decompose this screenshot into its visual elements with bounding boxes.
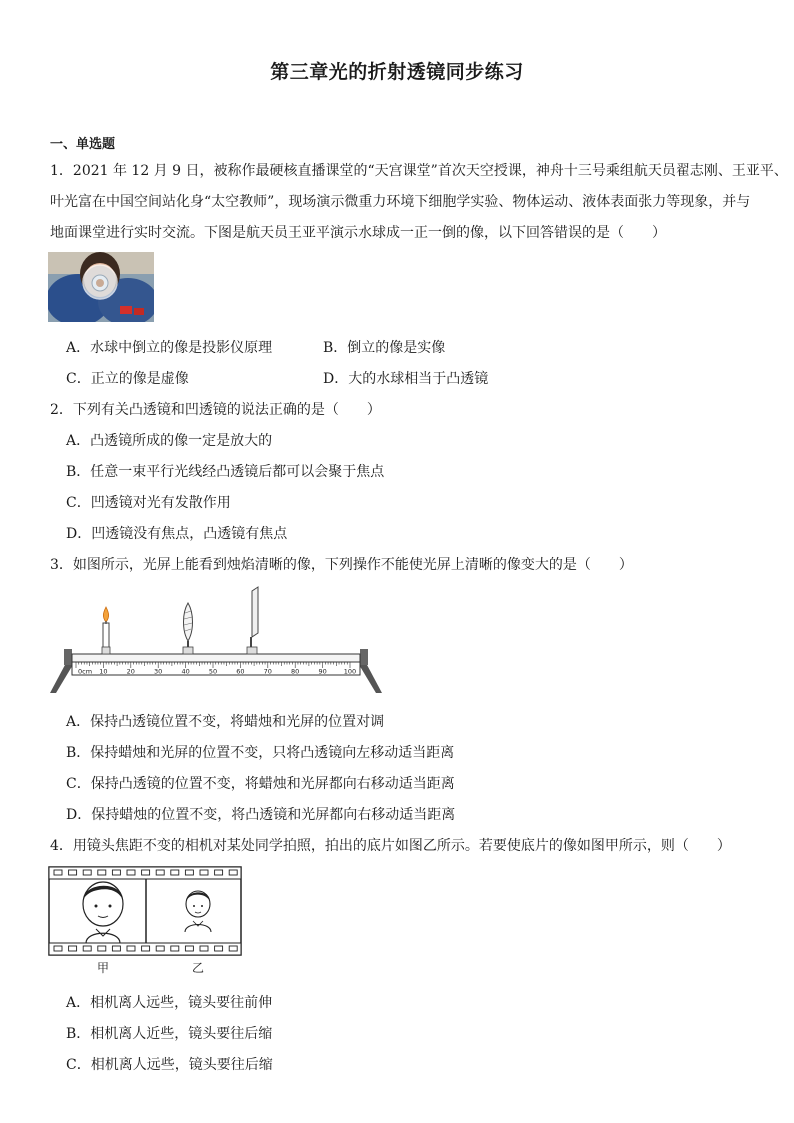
- ruler-label: 100: [343, 667, 357, 676]
- sprocket-hole: [171, 870, 179, 875]
- sprocket-hole: [112, 870, 120, 875]
- q4-stem: 4．用镜头焦距不变的相机对某处同学拍照，拍出的底片如图乙所示。若要使底片的像如图甲所示，则（ ）: [50, 838, 731, 854]
- sprocket-hole: [156, 870, 164, 875]
- ruler-label: 30: [154, 667, 163, 676]
- sprocket-hole: [112, 946, 120, 951]
- sprocket-hole: [142, 946, 150, 951]
- ruler-label: 60: [236, 667, 245, 676]
- sprocket-hole: [127, 870, 135, 875]
- q1-stem-line-1: 1．2021 年 12 月 9 日，被称作最硬核直播课堂的“天宫课堂”首次天空授课，神舟十三号乘组航天员翟志刚、王亚平、: [50, 163, 788, 179]
- astronaut-water-ball-photo: [48, 252, 154, 322]
- film-label-yi: 乙: [191, 961, 205, 975]
- q1-option-d: D．大的水球相当于凸透镜: [323, 371, 489, 387]
- sprocket-hole: [142, 870, 150, 875]
- optical-bench-diagram: [48, 585, 384, 695]
- q3-option-a: A．保持凸透镜位置不变，将蜡烛和光屏的位置对调: [66, 714, 385, 730]
- q3-stem: 3．如图所示，光屏上能看到烛焰清晰的像，下列操作不能使光屏上清晰的像变大的是（ ）: [50, 557, 633, 573]
- sprocket-hole: [54, 946, 62, 951]
- sprocket-hole: [98, 870, 106, 875]
- q1-option-c: C．正立的像是虚像: [66, 371, 189, 387]
- light-screen: [247, 587, 258, 654]
- q2-option-d: D．凹透镜没有焦点，凸透镜有焦点: [66, 526, 288, 542]
- ruler-label: 10: [99, 667, 108, 676]
- candle: [102, 607, 110, 654]
- q1-option-b: B．倒立的像是实像: [323, 340, 446, 356]
- q3-option-c: C．保持凸透镜的位置不变，将蜡烛和光屏都向右移动适当距离: [66, 776, 455, 792]
- ruler-label: 40: [181, 667, 190, 676]
- sprocket-hole: [83, 946, 91, 951]
- section-heading: 一、单选题: [50, 137, 116, 152]
- ruler-label: 90: [318, 667, 327, 676]
- q1-stem-line-3: 地面课堂进行实时交流。下图是航天员王亚平演示水球成一正一倒的像，以下回答错误的是（ ）: [50, 225, 666, 241]
- q1-stem-line-2: 叶光富在中国空间站化身“太空教师”，现场演示微重力环境下细胞学实验、物体运动、液体表面张力等现象，并与: [50, 194, 751, 210]
- sprocket-hole: [185, 946, 193, 951]
- ruler-label: 20: [126, 667, 135, 676]
- sprocket-hole: [127, 946, 135, 951]
- q2-option-c: C．凹透镜对光有发散作用: [66, 495, 231, 511]
- film-negative-diagram: [48, 866, 242, 978]
- sprocket-hole: [156, 946, 164, 951]
- q2-stem: 2．下列有关凸透镜和凹透镜的说法正确的是（ ）: [50, 402, 381, 418]
- convex-lens: [183, 603, 193, 654]
- film-label-jia: 甲: [96, 961, 110, 975]
- q2-option-a: A．凸透镜所成的像一定是放大的: [66, 433, 273, 449]
- ruler-label: 0cm: [78, 667, 93, 676]
- sprocket-hole: [200, 870, 208, 875]
- ruler-label: 80: [291, 667, 300, 676]
- q1-option-a: A．水球中倒立的像是投影仪原理: [66, 340, 273, 356]
- sprocket-hole: [229, 946, 237, 951]
- page-title: 第三章光的折射透镜同步练习: [270, 61, 524, 83]
- sprocket-hole: [83, 870, 91, 875]
- small-portrait-figure: [185, 891, 211, 932]
- q3-option-b: B．保持蜡烛和光屏的位置不变，只将凸透镜向左移动适当距离: [66, 745, 455, 761]
- sprocket-hole: [171, 946, 179, 951]
- sprocket-hole: [69, 870, 77, 875]
- q4-option-b: B．相机离人近些，镜头要往后缩: [66, 1026, 273, 1042]
- sprocket-hole: [215, 870, 223, 875]
- q2-option-b: B．任意一束平行光线经凸透镜后都可以会聚于焦点: [66, 464, 385, 480]
- sprocket-hole: [229, 870, 237, 875]
- sprocket-hole: [69, 946, 77, 951]
- q3-option-d: D．保持蜡烛的位置不变，将凸透镜和光屏都向右移动适当距离: [66, 807, 456, 823]
- ruler-label: 70: [263, 667, 272, 676]
- q4-option-a: A．相机离人远些，镜头要往前伸: [66, 995, 273, 1011]
- sprocket-hole: [200, 946, 208, 951]
- sprocket-hole: [185, 870, 193, 875]
- sprocket-hole: [54, 870, 62, 875]
- sprocket-hole: [215, 946, 223, 951]
- ruler-label: 50: [208, 667, 218, 676]
- sprocket-hole: [98, 946, 106, 951]
- q4-option-c: C．相机离人远些，镜头要往后缩: [66, 1057, 273, 1073]
